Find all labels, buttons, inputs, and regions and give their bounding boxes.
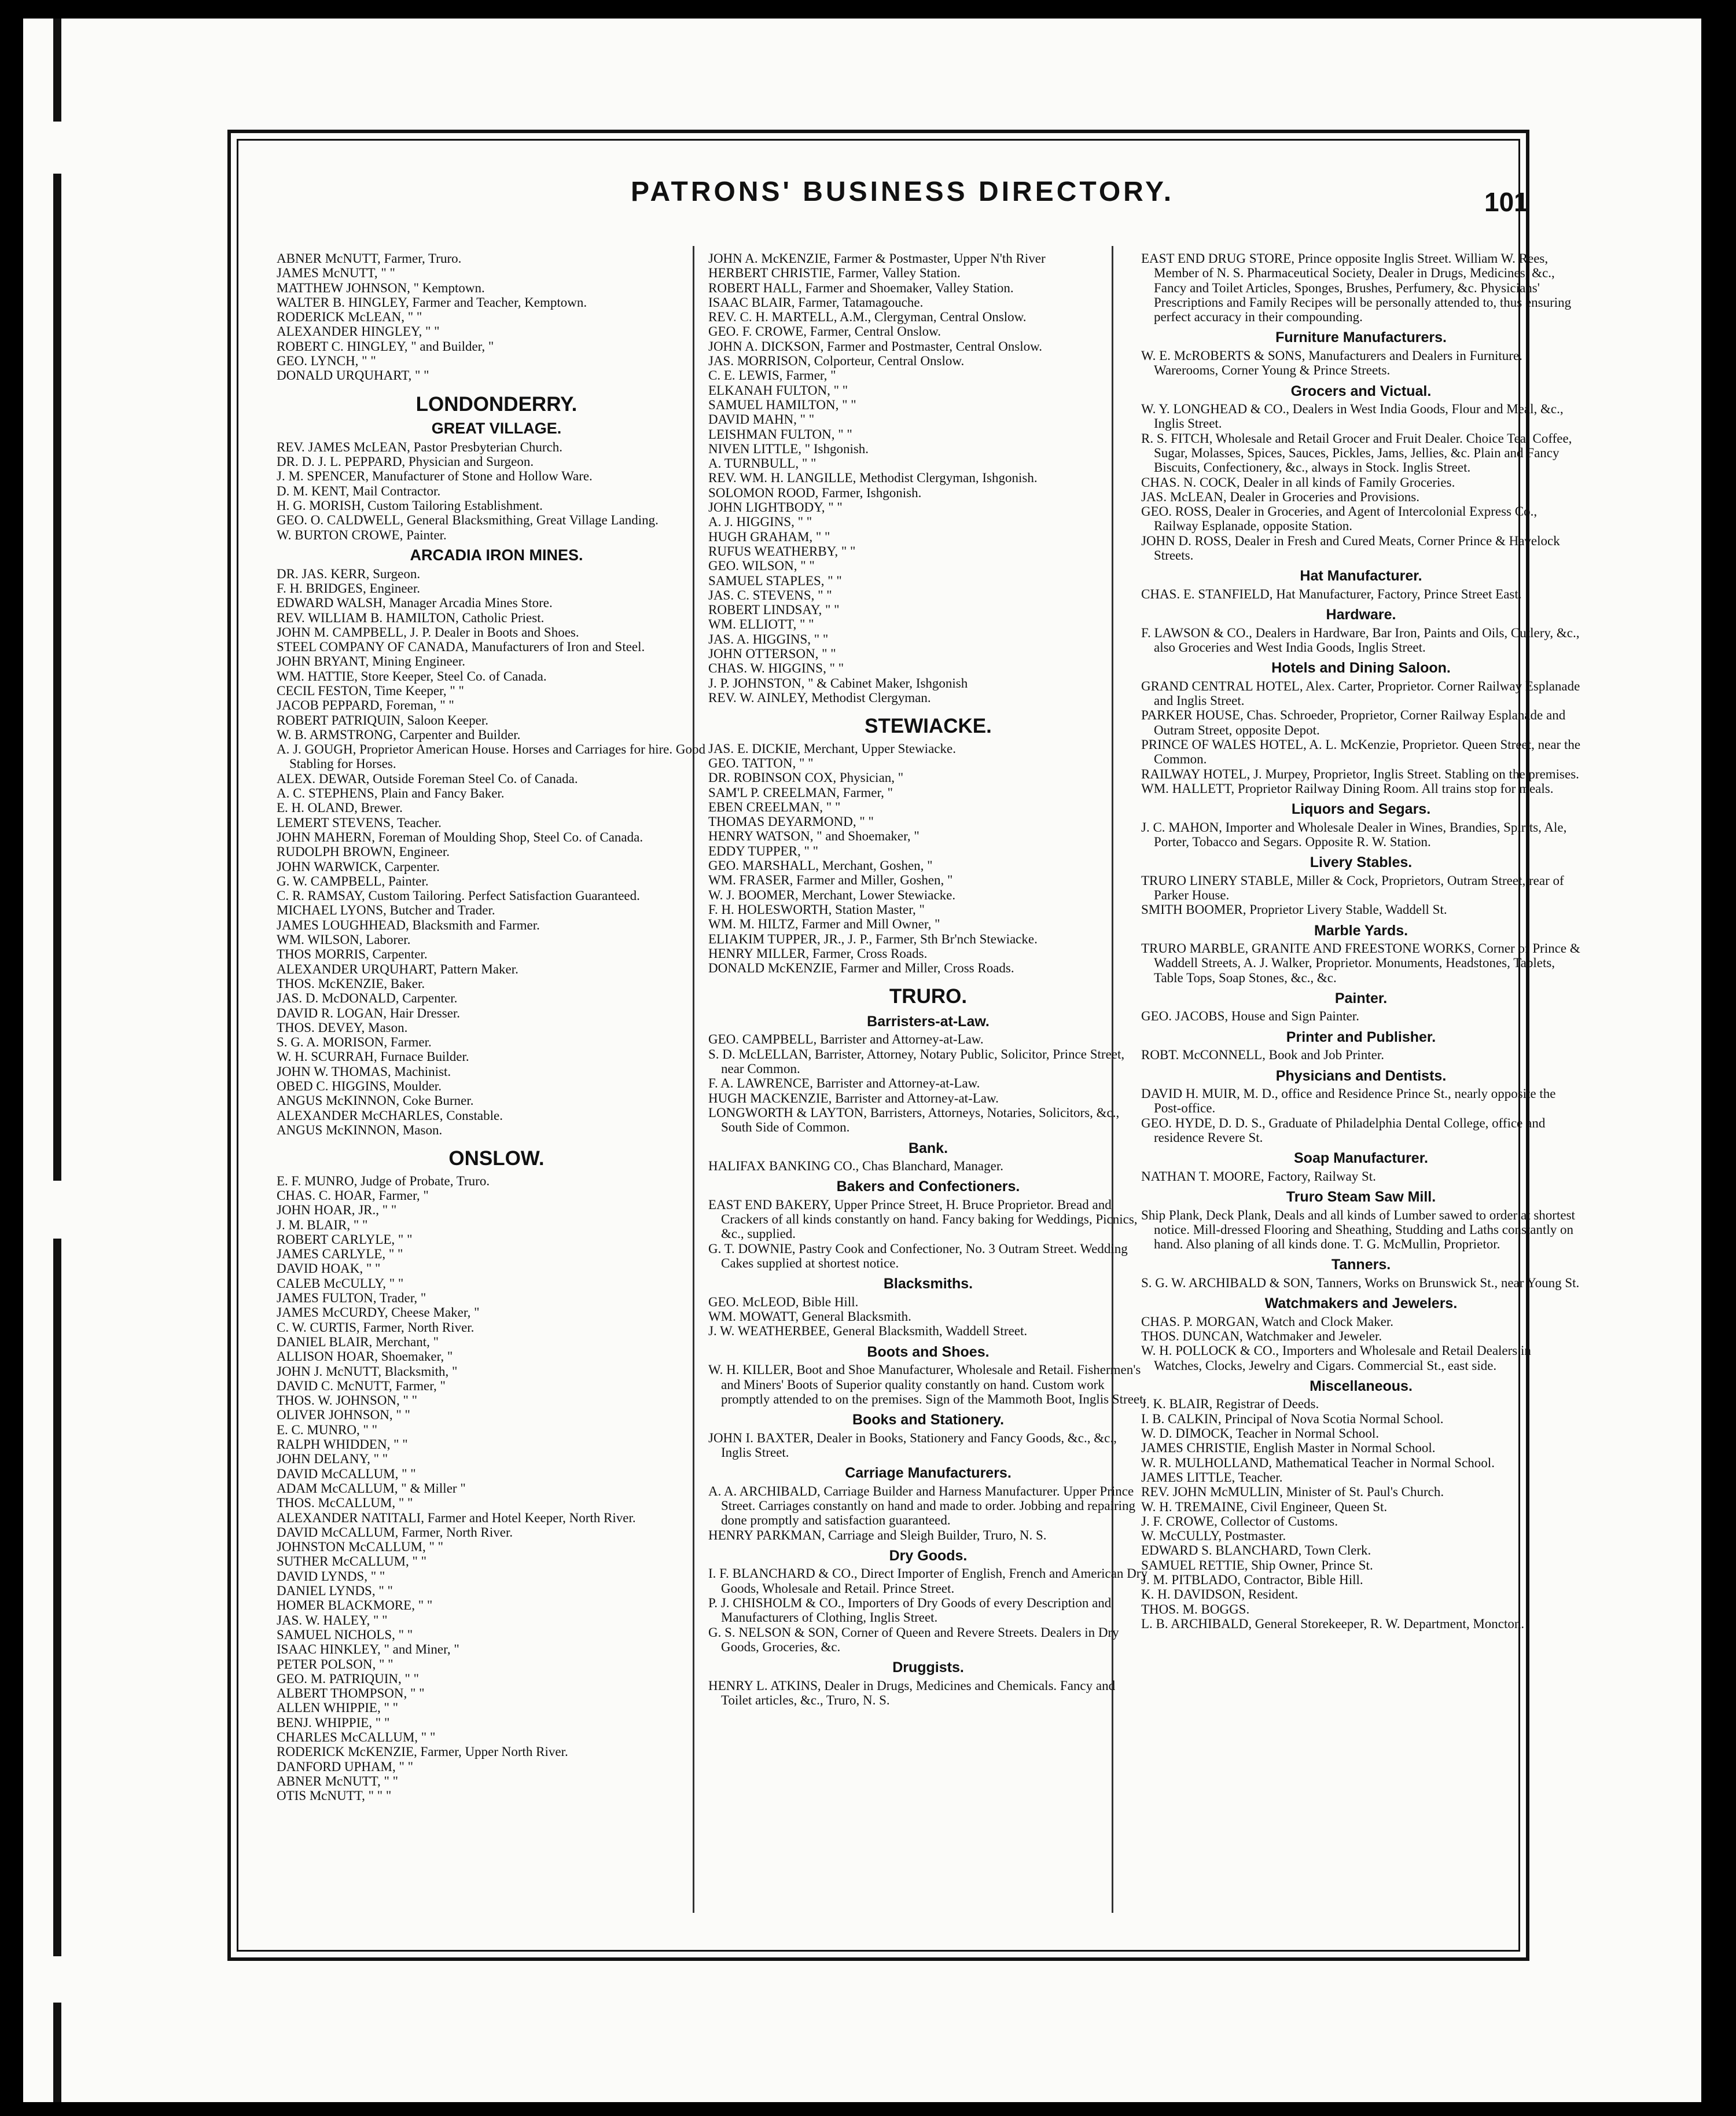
directory-entry: K. H. DAVIDSON, Resident. bbox=[1141, 1587, 1299, 1602]
directory-entry: ALEXANDER NATITALI, Farmer and Hotel Keeper, North River. bbox=[277, 1510, 636, 1525]
section-heading: Barristers-at-Law. bbox=[867, 1013, 990, 1030]
directory-entry: ISAAC BLAIR, Farmer, Tatamagouche. bbox=[708, 295, 924, 310]
directory-entry: J. C. MAHON, Importer and Wholesale Dealer in Wines, Brandies, Spirits, Ale, Porter, Tobacco and Segars. Opposite R. W. Station. bbox=[1141, 820, 1567, 849]
directory-entry: TRURO MARBLE, GRANITE AND FREESTONE WORKS, Corner of Prince & Waddell Streets, A. J. Walker, Proprietor. Monuments, Headstones, Tablets, Table Tops, Soap Stones, &c., &c. bbox=[1141, 941, 1580, 985]
directory-entry: W. McCULLY, Postmaster. bbox=[1141, 1529, 1286, 1544]
directory-entry: GEO. LYNCH, " " bbox=[277, 354, 376, 369]
directory-entry: RUDOLPH BROWN, Engineer. bbox=[277, 844, 450, 859]
directory-entry: PARKER HOUSE, Chas. Schroeder, Proprietor, Corner Railway Esplanade and Outram Street, opposite Depot. bbox=[1141, 708, 1566, 737]
directory-entry: C. E. LEWIS, Farmer, " bbox=[708, 368, 836, 383]
directory-entry: WM. M. HILTZ, Farmer and Mill Owner, " bbox=[708, 917, 940, 932]
directory-entry: JAS. A. HIGGINS, " " bbox=[708, 631, 829, 646]
entry-list bbox=[708, 1431, 1148, 1460]
directory-entry: DAVID McCALLUM, " " bbox=[277, 1466, 416, 1481]
directory-entry: Ship Plank, Deck Plank, Deals and all kinds of Lumber sawed to order at shortest notice. Mill-dressed Flooring and Sheathing, Studding and Laths constantly on hand. Also planing of all kinds done. T. G. McMullin, Proprietor. bbox=[1141, 1207, 1575, 1252]
directory-entry: DAVID C. McNUTT, Farmer, " bbox=[277, 1378, 446, 1393]
directory-entry: A. J. GOUGH, Proprietor American House. Horses and Carriages for hire. Good Stabling for Horses. bbox=[277, 742, 705, 772]
directory-entry: HERBERT CHRISTIE, Farmer, Valley Station. bbox=[708, 266, 961, 281]
directory-entry: NIVEN LITTLE, " Ishgonish. bbox=[708, 441, 869, 456]
directory-entry: DAVID H. MUIR, M. D., office and Residence Prince St., nearly opposite the Post-office. bbox=[1141, 1086, 1556, 1116]
section-heading: Soap Manufacturer. bbox=[1294, 1150, 1428, 1167]
directory-entry: EAST END DRUG STORE, Prince opposite Inglis Street. William W. Rees, Member of N. S. Pharmaceutical Society, Dealer in Drugs, Medicines, &c., Fancy and Toilet Articles, Sponges, Brushes, Perfumery, &c. Physicians' Prescriptions and Family Recipes will be personally attended to, thus ensuring perfect accuracy in their compounding. bbox=[1141, 251, 1572, 325]
directory-entry: SOLOMON ROOD, Farmer, Ishgonish. bbox=[708, 485, 922, 500]
directory-entry: JOHN M. CAMPBELL, J. P. Dealer in Boots and Shoes. bbox=[277, 624, 579, 640]
directory-entry: HUGH GRAHAM, " " bbox=[708, 529, 830, 544]
directory-entry: TRURO LINERY STABLE, Miller & Cock, Proprietors, Outram Street, rear of Parker House. bbox=[1141, 873, 1564, 902]
directory-entry: W. J. BOOMER, Merchant, Lower Stewiacke. bbox=[708, 887, 956, 902]
directory-entry: RUFUS WEATHERBY, " " bbox=[708, 543, 856, 559]
directory-entry: W. B. ARMSTRONG, Carpenter and Builder. bbox=[277, 727, 521, 742]
binding-edge bbox=[53, 19, 61, 2102]
directory-entry: ALLEN WHIPPIE, " " bbox=[277, 1700, 398, 1715]
directory-entry: GEO. CAMPBELL, Barrister and Attorney-at-Law. bbox=[708, 1032, 984, 1047]
directory-entry: F. H. BRIDGES, Engineer. bbox=[277, 581, 420, 596]
entry-list bbox=[708, 1159, 1148, 1173]
directory-entry: E. H. OLAND, Brewer. bbox=[277, 800, 403, 815]
directory-entry: THOMAS DEYARMOND, " " bbox=[708, 814, 874, 829]
entry-list bbox=[1141, 251, 1581, 324]
section-heading: GREAT VILLAGE. bbox=[431, 420, 562, 438]
directory-entry: ROBERT PATRIQUIN, Saloon Keeper. bbox=[277, 712, 488, 728]
directory-entry: OLIVER JOHNSON, " " bbox=[277, 1408, 410, 1423]
directory-entry: NATHAN T. MOORE, Factory, Railway St. bbox=[1141, 1169, 1376, 1184]
directory-entry: ANGUS McKINNON, Mason. bbox=[277, 1122, 443, 1137]
directory-entry: DAVID HOAK, " " bbox=[277, 1261, 381, 1276]
directory-entry: JOHN MAHERN, Foreman of Moulding Shop, Steel Co. of Canada. bbox=[277, 829, 643, 844]
directory-entry: JOHN LIGHTBODY, " " bbox=[708, 500, 843, 515]
directory-entry: JOHN I. BAXTER, Dealer in Books, Stationery and Fancy Goods, &c., &c., Inglis Street. bbox=[708, 1430, 1117, 1460]
directory-entry: JOHN OTTERSON, " " bbox=[708, 646, 836, 662]
directory-entry: REV. W. AINLEY, Methodist Clergyman. bbox=[708, 690, 931, 705]
directory-entry: REV. JOHN McMULLIN, Minister of St. Paul's Church. bbox=[1141, 1485, 1444, 1500]
directory-entry: W. H. POLLOCK & CO., Importers and Wholesale and Retail Dealers in Watches, Clocks, Jewelry and Cigars. Commercial St., east side. bbox=[1141, 1343, 1531, 1373]
directory-entry: WM. MOWATT, General Blacksmith. bbox=[708, 1309, 911, 1324]
entry-list bbox=[277, 251, 716, 383]
town-heading: ONSLOW. bbox=[448, 1147, 545, 1170]
directory-entry: C. R. RAMSAY, Custom Tailoring. Perfect Satisfaction Guaranteed. bbox=[277, 888, 640, 903]
directory-entry: CHAS. C. HOAR, Farmer, " bbox=[277, 1188, 429, 1203]
directory-entry: L. B. ARCHIBALD, General Storekeeper, R. W. Department, Moncton. bbox=[1141, 1616, 1525, 1631]
directory-entry: GEO. TATTON, " " bbox=[708, 756, 814, 770]
directory-entry: JOHN DELANY, " " bbox=[277, 1452, 388, 1467]
directory-entry: J. K. BLAIR, Registrar of Deeds. bbox=[1141, 1397, 1319, 1412]
directory-entry: F. A. LAWRENCE, Barrister and Attorney-at-Law. bbox=[708, 1076, 980, 1091]
directory-entry: G. W. CAMPBELL, Painter. bbox=[277, 873, 429, 888]
section-heading: Books and Stationery. bbox=[852, 1412, 1005, 1428]
section-heading: Bank. bbox=[908, 1140, 948, 1156]
directory-entry: GEO. F. CROWE, Farmer, Central Onslow. bbox=[708, 324, 941, 339]
town-heading: TRURO. bbox=[889, 985, 968, 1008]
directory-entry: ROBERT HALL, Farmer and Shoemaker, Valley Station. bbox=[708, 280, 1014, 295]
directory-entry: A. TURNBULL, " " bbox=[708, 456, 816, 471]
directory-entry: GRAND CENTRAL HOTEL, Alex. Carter, Proprietor. Corner Railway Esplanade and Inglis Street. bbox=[1141, 678, 1580, 708]
directory-entry: J. M. SPENCER, Manufacturer of Stone and Hollow Ware. bbox=[277, 469, 593, 484]
directory-entry: DANFORD UPHAM, " " bbox=[277, 1759, 414, 1774]
entry-list bbox=[708, 1295, 1148, 1339]
directory-entry: REV. WILLIAM B. HAMILTON, Catholic Priest. bbox=[277, 610, 545, 625]
directory-entry: W. BURTON CROWE, Painter. bbox=[277, 527, 447, 542]
entry-list bbox=[708, 1362, 1148, 1406]
directory-entry: JAMES McCURDY, Cheese Maker, " bbox=[277, 1305, 480, 1320]
directory-entry: SAMUEL NICHOLS, " " bbox=[277, 1627, 413, 1642]
directory-entry: WM. FRASER, Farmer and Miller, Goshen, " bbox=[708, 873, 953, 888]
directory-entry: ABNER McNUTT, " " bbox=[277, 1773, 398, 1788]
directory-entry: ANGUS McKINNON, Coke Burner. bbox=[277, 1093, 474, 1108]
section-heading: Furniture Manufacturers. bbox=[1275, 329, 1447, 346]
entry-list bbox=[708, 1032, 1148, 1134]
directory-entry: J. M. BLAIR, " " bbox=[277, 1217, 368, 1232]
directory-entry: RAILWAY HOTEL, J. Murpey, Proprietor, Inglis Street. Stabling on the premises. bbox=[1141, 766, 1579, 781]
entry-list bbox=[708, 1566, 1148, 1654]
directory-entry: R. S. FITCH, Wholesale and Retail Grocer and Fruit Dealer. Choice Tea, Coffee, Sugar, Molasses, Spices, Sauces, Pickles, Jams, Jellies, &c. Plain and Fancy Biscuits, Confectionery, &c., always in Stock. Inglis Street. bbox=[1141, 431, 1572, 475]
directory-entry: WM. ELLIOTT, " " bbox=[708, 617, 814, 632]
directory-entry: E. C. MUNRO, " " bbox=[277, 1422, 378, 1437]
town-heading: LONDONDERRY. bbox=[415, 392, 578, 416]
directory-entry: W. Y. LONGHEAD & CO., Dealers in West India Goods, Flour and Meal, &c., Inglis Street. bbox=[1141, 402, 1564, 431]
entry-list bbox=[708, 1678, 1148, 1708]
directory-entry: S. G. W. ARCHIBALD & SON, Tanners, Works on Brunswick St., near Young St. bbox=[1141, 1275, 1580, 1290]
directory-entry: RALPH WHIDDEN, " " bbox=[277, 1437, 408, 1452]
directory-entry: RODERICK McLEAN, " " bbox=[277, 310, 422, 325]
directory-entry: ALLISON HOAR, Shoemaker, " bbox=[277, 1349, 453, 1364]
section-heading: Blacksmiths. bbox=[883, 1276, 973, 1292]
directory-entry: THOS. M. BOGGS. bbox=[1141, 1601, 1250, 1617]
directory-entry: A. A. ARCHIBALD, Carriage Builder and Harness Manufacturer. Upper Prince Street. Carriages constantly on hand and made to order. Jobbing and repairing done promptly and satisfaction guaranteed. bbox=[708, 1483, 1135, 1528]
directory-entry: J. W. WEATHERBEE, General Blacksmith, Waddell Street. bbox=[708, 1324, 1028, 1339]
directory-entry: S. D. McLELLAN, Barrister, Attorney, Notary Public, Solicitor, Prince Street, near Common. bbox=[708, 1046, 1125, 1077]
directory-entry: EAST END BAKERY, Upper Prince Street, H. Bruce Proprietor. Bread and Crackers of all kinds constantly on hand. Fancy baking for Weddings, Picnics, &c., supplied. bbox=[708, 1197, 1138, 1241]
directory-entry: GEO. JACOBS, House and Sign Painter. bbox=[1141, 1009, 1359, 1024]
directory-entry: DONALD McKENZIE, Farmer and Miller, Cross Roads. bbox=[708, 961, 1014, 976]
directory-entry: JAS. MORRISON, Colporteur, Central Onslow. bbox=[708, 354, 965, 369]
directory-entry: THOS. DUNCAN, Watchmaker and Jeweler. bbox=[1141, 1329, 1382, 1344]
directory-entry: GEO. O. CALDWELL, General Blacksmithing, Great Village Landing. bbox=[277, 513, 659, 528]
directory-entry: REV. WM. H. LANGILLE, Methodist Clergyman, Ishgonish. bbox=[708, 471, 1038, 486]
directory-entry: GEO. MARSHALL, Merchant, Goshen, " bbox=[708, 858, 933, 873]
directory-entry: J. F. CROWE, Collector of Customs. bbox=[1141, 1513, 1338, 1529]
directory-entry: JOHN A. DICKSON, Farmer and Postmaster, Central Onslow. bbox=[708, 339, 1043, 354]
directory-entry: PRINCE OF WALES HOTEL, A. L. McKenzie, Proprietor. Queen Street, near the Common. bbox=[1141, 737, 1581, 767]
directory-entry: LEISHMAN FULTON, " " bbox=[708, 427, 852, 442]
directory-entry: ISAAC HINKLEY, " and Miner, " bbox=[277, 1642, 459, 1657]
directory-entry: WM. HALLETT, Proprietor Railway Dining Room. All trains stop for meals. bbox=[1141, 781, 1554, 796]
binding-notch bbox=[23, 1956, 64, 2003]
directory-entry: DANIEL LYNDS, " " bbox=[277, 1584, 393, 1599]
section-heading: Boots and Shoes. bbox=[867, 1343, 990, 1360]
page-title: PATRONS' BUSINESS DIRECTORY. bbox=[631, 177, 1175, 207]
directory-entry: W. H. KILLER, Boot and Shoe Manufacturer, Wholesale and Retail. Fishermen's and Miners' Boots of Superior quality constantly on hand. Custom work promptly attended to on the premises. Sign of the Mammoth Boot, Inglis Street. bbox=[708, 1362, 1147, 1406]
section-heading: Painter. bbox=[1334, 990, 1388, 1006]
directory-entry: MICHAEL LYONS, Butcher and Trader. bbox=[277, 903, 495, 918]
directory-entry: EBEN CREELMAN, " " bbox=[708, 799, 841, 814]
directory-entry: JOHN A. McKENZIE, Farmer & Postmaster, Upper N'th River bbox=[708, 251, 1046, 266]
binding-notch bbox=[23, 1181, 69, 1239]
directory-entry: ALBERT THOMPSON, " " bbox=[277, 1686, 425, 1701]
directory-entry: WM. HATTIE, Store Keeper, Steel Co. of Canada. bbox=[277, 668, 547, 684]
section-heading: Hardware. bbox=[1326, 607, 1396, 623]
directory-entry: HALIFAX BANKING CO., Chas Blanchard, Manager. bbox=[708, 1159, 1003, 1174]
section-heading: Carriage Manufacturers. bbox=[845, 1465, 1012, 1482]
section-heading: Watchmakers and Jewelers. bbox=[1264, 1295, 1458, 1312]
section-heading: Printer and Publisher. bbox=[1286, 1028, 1436, 1045]
directory-entry: JAMES LITTLE, Teacher. bbox=[1141, 1470, 1283, 1485]
directory-entry: DAVID McCALLUM, Farmer, North River. bbox=[277, 1524, 513, 1540]
directory-entry: JAS. McLEAN, Dealer in Groceries and Provisions. bbox=[1141, 489, 1419, 504]
directory-entry: OTIS McNUTT, " " " bbox=[277, 1788, 392, 1803]
section-heading: Truro Steam Saw Mill. bbox=[1286, 1189, 1436, 1206]
directory-entry: I. B. CALKIN, Principal of Nova Scotia Normal School. bbox=[1141, 1411, 1444, 1426]
directory-entry: DAVID MAHN, " " bbox=[708, 412, 815, 427]
section-heading: Marble Yards. bbox=[1314, 922, 1408, 939]
directory-entry: REV. C. H. MARTELL, A.M., Clergyman, Central Onslow. bbox=[708, 310, 1027, 325]
directory-entry: C. W. CURTIS, Farmer, North River. bbox=[277, 1320, 475, 1335]
directory-entry: ALEXANDER HINGLEY, " " bbox=[277, 324, 440, 339]
directory-entry: DR. ROBINSON COX, Physician, " bbox=[708, 770, 904, 785]
directory-entry: G. S. NELSON & SON, Corner of Queen and Revere Streets. Dealers in Dry Goods, Groceries, &c. bbox=[708, 1625, 1119, 1654]
directory-entry: G. T. DOWNIE, Pastry Cook and Confectioner, No. 3 Outram Street. Wedding Cakes supplied at shortest notice. bbox=[708, 1241, 1128, 1271]
entry-list bbox=[277, 440, 716, 542]
directory-entry: DAVID R. LOGAN, Hair Dresser. bbox=[277, 1005, 461, 1020]
page-number: 101 bbox=[1484, 187, 1529, 217]
directory-entry: CHARLES McCALLUM, " " bbox=[277, 1729, 436, 1744]
directory-entry: W. R. MULHOLLAND, Mathematical Teacher in Normal School. bbox=[1141, 1455, 1495, 1470]
directory-entry: THOS MORRIS, Carpenter. bbox=[277, 947, 428, 962]
directory-entry: A. C. STEPHENS, Plain and Fancy Baker. bbox=[277, 786, 505, 801]
section-heading: Livery Stables. bbox=[1310, 854, 1413, 871]
column-3 bbox=[1141, 251, 1581, 1631]
entry-list bbox=[708, 741, 1148, 976]
directory-entry: CHAS. N. COCK, Dealer in all kinds of Family Groceries. bbox=[1141, 475, 1455, 490]
column-2 bbox=[708, 251, 1148, 1707]
directory-entry: RODERICK McKENZIE, Farmer, Upper North River. bbox=[277, 1744, 568, 1759]
section-heading: Hat Manufacturer. bbox=[1300, 568, 1422, 585]
directory-entry: SAM'L P. CREELMAN, Farmer, " bbox=[708, 785, 893, 800]
binding-notch bbox=[23, 122, 64, 174]
directory-entry: EDWARD WALSH, Manager Arcadia Mines Store. bbox=[277, 596, 553, 611]
directory-entry: EDWARD S. BLANCHARD, Town Clerk. bbox=[1141, 1543, 1371, 1558]
directory-entry: ALEX. DEWAR, Outside Foreman Steel Co. of Canada. bbox=[277, 771, 578, 786]
section-heading: Dry Goods. bbox=[889, 1547, 968, 1564]
directory-entry: A. J. HIGGINS, " " bbox=[708, 515, 812, 530]
directory-entry: REV. JAMES McLEAN, Pastor Presbyterian Church. bbox=[277, 439, 563, 454]
directory-entry: DAVID LYNDS, " " bbox=[277, 1568, 385, 1584]
directory-entry: CHAS. P. MORGAN, Watch and Clock Maker. bbox=[1141, 1314, 1393, 1329]
directory-entry: CALEB McCULLY, " " bbox=[277, 1276, 404, 1291]
directory-entry: HENRY WATSON, " and Shoemaker, " bbox=[708, 829, 920, 844]
directory-entry: SAMUEL HAMILTON, " " bbox=[708, 397, 856, 412]
directory-entry: JAMES FULTON, Trader, " bbox=[277, 1291, 426, 1306]
directory-entry: THOS. McCALLUM, " " bbox=[277, 1496, 413, 1511]
directory-entry: CHAS. E. STANFIELD, Hat Manufacturer, Factory, Prince Street East. bbox=[1141, 586, 1522, 601]
directory-entry: GEO. WILSON, " " bbox=[708, 559, 815, 574]
directory-entry: JAS. C. STEVENS, " " bbox=[708, 587, 832, 603]
directory-entry: D. M. KENT, Mail Contractor. bbox=[277, 483, 441, 498]
section-heading: Tanners. bbox=[1331, 1257, 1391, 1273]
directory-entry: SAMUEL RETTIE, Ship Owner, Prince St. bbox=[1141, 1557, 1373, 1573]
directory-entry: GEO. M. PATRIQUIN, " " bbox=[277, 1671, 420, 1686]
directory-entry: EDDY TUPPER, " " bbox=[708, 843, 819, 858]
directory-entry: ABNER McNUTT, Farmer, Truro. bbox=[277, 251, 462, 266]
directory-entry: HOMER BLACKMORE, " " bbox=[277, 1598, 433, 1613]
directory-entry: DANIEL BLAIR, Merchant, " bbox=[277, 1334, 439, 1349]
directory-entry: JOHN W. THOMAS, Machinist. bbox=[277, 1064, 451, 1079]
entry-list bbox=[708, 251, 1148, 705]
directory-entry: JAS. E. DICKIE, Merchant, Upper Stewiacke. bbox=[708, 741, 956, 756]
directory-entry: JOHN BRYANT, Mining Engineer. bbox=[277, 654, 466, 669]
directory-entry: LEMERT STEVENS, Teacher. bbox=[277, 815, 442, 830]
directory-entry: GEO. HYDE, D. D. S., Graduate of Philadelphia Dental College, office and residence Revere St. bbox=[1141, 1115, 1546, 1145]
directory-entry: ELIAKIM TUPPER, JR., J. P., Farmer, Sth Br'nch Stewiacke. bbox=[708, 931, 1038, 946]
directory-entry: HENRY MILLER, Farmer, Cross Roads. bbox=[708, 946, 928, 961]
directory-entry: GEO. McLEOD, Bible Hill. bbox=[708, 1294, 859, 1309]
section-list bbox=[1141, 330, 1581, 1631]
directory-entry: F. LAWSON & CO., Dealers in Hardware, Bar Iron, Paints and Oils, Cutlery, &c., also Groceries and West India Goods, Inglis Street. bbox=[1141, 625, 1580, 655]
directory-entry: F. H. HOLESWORTH, Station Master, " bbox=[708, 902, 925, 917]
directory-entry: HENRY PARKMAN, Carriage and Sleigh Builder, Truro, N. S. bbox=[708, 1527, 1047, 1542]
directory-entry: STEEL COMPANY OF CANADA, Manufacturers of Iron and Steel. bbox=[277, 640, 645, 655]
directory-entry: W. H. TREMAINE, Civil Engineer, Queen St. bbox=[1141, 1499, 1388, 1514]
section-heading: Liquors and Segars. bbox=[1291, 801, 1431, 818]
directory-entry: PETER POLSON, " " bbox=[277, 1656, 393, 1672]
directory-entry: BENJ. WHIPPIE, " " bbox=[277, 1715, 390, 1730]
directory-entry: SAMUEL STAPLES, " " bbox=[708, 573, 842, 588]
entry-list bbox=[277, 567, 716, 1138]
entry-list bbox=[708, 1484, 1148, 1542]
directory-entry: JAS. D. McDONALD, Carpenter. bbox=[277, 991, 458, 1006]
directory-entry: CECIL FESTON, Time Keeper, " " bbox=[277, 684, 464, 698]
directory-entry: JAS. W. HALEY, " " bbox=[277, 1612, 388, 1628]
directory-entry: JACOB PEPPARD, Foreman, " " bbox=[277, 698, 454, 713]
directory-entry: ADAM McCALLUM, " & Miller " bbox=[277, 1481, 466, 1496]
directory-entry: E. F. MUNRO, Judge of Probate, Truro. bbox=[277, 1173, 490, 1188]
directory-entry: W. E. McROBERTS & SONS, Manufacturers and Dealers in Furniture. Warerooms, Corner Young & Prince Streets. bbox=[1141, 348, 1522, 378]
directory-entry: ROBERT CARLYLE, " " bbox=[277, 1232, 413, 1247]
directory-entry: JAMES CHRISTIE, English Master in Normal School. bbox=[1141, 1441, 1436, 1456]
directory-entry: THOS. W. JOHNSON, " " bbox=[277, 1393, 418, 1408]
directory-entry: HENRY L. ATKINS, Dealer in Drugs, Medicines and Chemicals. Fancy and Toilet articles, &c., Truro, N. S. bbox=[708, 1678, 1116, 1707]
section-heading: Druggists. bbox=[892, 1659, 964, 1676]
directory-entry: JOHNSTON McCALLUM, " " bbox=[277, 1540, 443, 1555]
directory-entry: J. M. PITBLADO, Contractor, Bible Hill. bbox=[1141, 1573, 1363, 1587]
directory-entry: JOHN WARWICK, Carpenter. bbox=[277, 859, 440, 874]
directory-entry: THOS. DEVEY, Mason. bbox=[277, 1020, 408, 1035]
directory-entry: S. G. A. MORISON, Farmer. bbox=[277, 1035, 432, 1050]
directory-entry: DR. JAS. KERR, Surgeon. bbox=[277, 566, 421, 581]
directory-entry: P. J. CHISHOLM & CO., Importers of Dry Goods of every Description and Manufacturers of Clothing, Inglis Street. bbox=[708, 1595, 1112, 1625]
directory-entry: THOS. McKENZIE, Baker. bbox=[277, 976, 425, 991]
section-heading: Grocers and Victual. bbox=[1290, 383, 1432, 399]
directory-entry: W. D. DIMOCK, Teacher in Normal School. bbox=[1141, 1426, 1380, 1441]
directory-entry: OBED C. HIGGINS, Moulder. bbox=[277, 1079, 442, 1094]
directory-entry: GEO. ROSS, Dealer in Groceries, and Agent of Intercolonial Express Co., Railway Esplanade, opposite Station. bbox=[1141, 504, 1538, 534]
entry-list bbox=[277, 1174, 716, 1803]
directory-entry: JAMES CARLYLE, " " bbox=[277, 1247, 403, 1262]
directory-entry: SUTHER McCALLUM, " " bbox=[277, 1554, 426, 1569]
section-heading: Bakers and Confectioners. bbox=[836, 1178, 1020, 1195]
directory-entry: I. F. BLANCHARD & CO., Direct Importer of English, French and American Dry Goods, Wholesale and Retail. Prince Street. bbox=[708, 1566, 1147, 1596]
directory-entry: ROBT. McCONNELL, Book and Job Printer. bbox=[1141, 1048, 1384, 1063]
directory-entry: ALEXANDER URQUHART, Pattern Maker. bbox=[277, 961, 518, 976]
town-heading: STEWIACKE. bbox=[865, 715, 992, 738]
section-heading: Hotels and Dining Saloon. bbox=[1271, 660, 1451, 677]
directory-entry: CHAS. W. HIGGINS, " " bbox=[708, 661, 844, 676]
directory-entry: SMITH BOOMER, Proprietor Livery Stable, Waddell St. bbox=[1141, 902, 1447, 917]
directory-entry: WALTER B. HINGLEY, Farmer and Teacher, Kemptown. bbox=[277, 295, 587, 310]
directory-entry: DR. D. J. L. PEPPARD, Physician and Surgeon. bbox=[277, 454, 534, 469]
directory-entry: JOHN HOAR, JR., " " bbox=[277, 1203, 397, 1218]
directory-entry: JOHN D. ROSS, Dealer in Fresh and Cured Meats, Corner Prince & Havelock Streets. bbox=[1141, 533, 1560, 563]
directory-entry: J. P. JOHNSTON, " & Cabinet Maker, Ishgonish bbox=[708, 675, 968, 690]
directory-entry: HUGH MACKENZIE, Barrister and Attorney-at-Law. bbox=[708, 1090, 999, 1105]
section-heading: Miscellaneous. bbox=[1310, 1377, 1413, 1394]
directory-entry: JOHN J. McNUTT, Blacksmith, " bbox=[277, 1364, 458, 1379]
directory-entry: MATTHEW JOHNSON, " Kemptown. bbox=[277, 280, 485, 295]
directory-entry: H. G. MORISH, Custom Tailoring Establishment. bbox=[277, 498, 543, 513]
directory-entry: ALEXANDER McCHARLES, Constable. bbox=[277, 1108, 503, 1123]
directory-entry: LONGWORTH & LAYTON, Barristers, Attorneys, Notaries, Solicitors, &c., South Side of Common. bbox=[708, 1105, 1120, 1135]
directory-entry: ROBERT C. HINGLEY, " and Builder, " bbox=[277, 339, 494, 354]
section-heading: Physicians and Dentists. bbox=[1275, 1067, 1447, 1084]
directory-entry: JAMES McNUTT, " " bbox=[277, 266, 395, 281]
directory-entry: DONALD URQUHART, " " bbox=[277, 368, 429, 383]
directory-entry: ROBERT LINDSAY, " " bbox=[708, 603, 840, 618]
section-heading: ARCADIA IRON MINES. bbox=[410, 546, 583, 564]
directory-entry: ELKANAH FULTON, " " bbox=[708, 383, 848, 398]
column-1 bbox=[277, 251, 716, 1803]
entry-list bbox=[708, 1197, 1148, 1270]
directory-entry: W. H. SCURRAH, Furnace Builder. bbox=[277, 1049, 469, 1064]
directory-entry: JAMES LOUGHHEAD, Blacksmith and Farmer. bbox=[277, 917, 540, 932]
directory-entry: WM. WILSON, Laborer. bbox=[277, 932, 411, 947]
